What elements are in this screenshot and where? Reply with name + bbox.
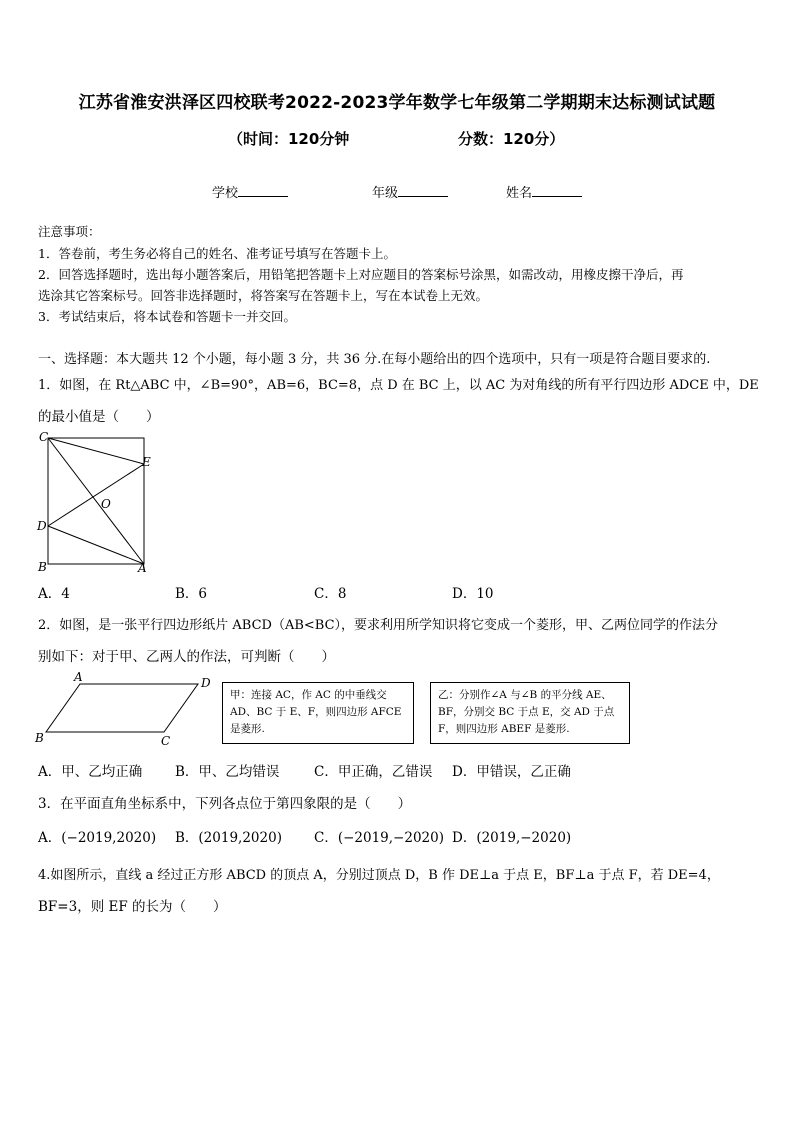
label-c: C <box>161 734 171 748</box>
label-b: B <box>38 560 47 574</box>
school-label: 学校 <box>212 186 239 201</box>
q2-option-b[interactable]: B．甲、乙均错误 <box>175 764 280 780</box>
grade-field <box>372 182 448 201</box>
label-o: O <box>101 497 111 511</box>
q3-text: 3．在平面直角坐标系中，下列各点位于第四象限的是（ ） <box>38 796 412 812</box>
q2-text-2: 别如下：对于甲、乙两人的作法，可判断（ ） <box>38 649 335 665</box>
q2-figure <box>32 670 222 750</box>
q1-figure <box>30 426 160 576</box>
q3-option-a[interactable]: A．(−2019,2020) <box>38 830 157 846</box>
q1-text-2: 的最小值是（ ） <box>38 409 160 425</box>
note-item: 1．答卷前，考生务必将自己的姓名、准考证号填写在答题卡上。 <box>38 246 396 261</box>
exam-time: （时间：120分钟 <box>228 130 350 148</box>
method-box-jia: 甲：连接 AC，作 AC 的中垂线交 AD、BC 于 E、F，则四边形 AFCE 是菱形. <box>222 682 414 744</box>
q1-option-b[interactable]: B．6 <box>175 586 208 602</box>
q2-text: 2．如图，是一张平行四边形纸片 ABCD（AB<BC），要求利用所学知识将它变成一个菱形，甲、乙两位同学的作法分 <box>38 618 719 633</box>
name-label: 姓名 <box>506 186 533 201</box>
q3-option-b[interactable]: B．(2019,2020) <box>175 830 282 846</box>
label-a: A <box>138 561 147 575</box>
section-heading: 一、选择题：本大题共 12 个小题，每小题 3 分，共 36 分.在每小题给出的四个选项中，只有一项是符合题目要求的. <box>38 352 711 367</box>
parallelogram <box>46 684 198 732</box>
label-e: E <box>142 455 151 469</box>
exam-score: 分数：120分） <box>458 130 565 148</box>
grade-label: 年级 <box>372 186 399 201</box>
diagonal-de <box>48 464 144 526</box>
notes-heading: 注意事项： <box>38 224 101 239</box>
q1-option-d[interactable]: D．10 <box>452 586 494 602</box>
note-item: 3．考试结束后，将本试卷和答题卡一并交回。 <box>38 309 296 324</box>
grade-blank[interactable] <box>398 184 448 197</box>
q1-option-c[interactable]: C．8 <box>314 586 347 602</box>
label-d: D <box>201 676 211 690</box>
label-d: D <box>37 519 47 533</box>
label-b: B <box>35 731 44 745</box>
q3-option-d[interactable]: D．(2019,−2020) <box>452 830 572 846</box>
note-item: 选涂其它答案标号。回答非选择题时，将答案写在答题卡上，写在本试卷上无效。 <box>38 288 489 303</box>
method-box-yi: 乙：分别作∠A 与∠B 的平分线 AE、BF，分别交 BC 于点 E，交 AD 于点 F，则四边形 ABEF 是菱形. <box>430 682 630 744</box>
exam-title: 江苏省淮安洪泽区四校联考2022-2023学年数学七年级第二学期期末达标测试试题 <box>78 93 716 113</box>
q2-option-d[interactable]: D．甲错误，乙正确 <box>452 764 571 780</box>
q2-option-c[interactable]: C．甲正确，乙错误 <box>314 764 433 780</box>
segment-ce <box>48 438 144 464</box>
label-c: C <box>39 430 49 444</box>
name-field <box>506 182 582 201</box>
q3-option-c[interactable]: C．(−2019,−2020) <box>314 830 444 846</box>
q4-text-2: BF=3，则 EF 的长为（ ） <box>38 899 227 915</box>
school-blank[interactable] <box>238 184 288 197</box>
note-item: 2．回答选择题时，选出每小题答案后，用铅笔把答题卡上对应题目的答案标号涂黑，如需改动，用橡皮擦干净后，再 <box>38 267 684 282</box>
q4-text: 4.如图所示，直线 a 经过正方形 ABCD 的顶点 A，分别过顶点 D，B 作 DE⊥a 于点 E，BF⊥a 于点 F，若 DE=4， <box>38 868 720 883</box>
school-field <box>212 182 288 201</box>
q2-option-a[interactable]: A．甲、乙均正确 <box>38 764 143 780</box>
name-blank[interactable] <box>532 184 582 197</box>
q1-option-a[interactable]: A．4 <box>38 586 70 602</box>
q1-text: 1．如图，在 Rt△ABC 中，∠B=90°，AB=6，BC=8，点 D 在 BC 上，以 AC 为对角线的所有平行四边形 ADCE 中，DE <box>38 378 759 393</box>
label-a: A <box>74 670 83 684</box>
